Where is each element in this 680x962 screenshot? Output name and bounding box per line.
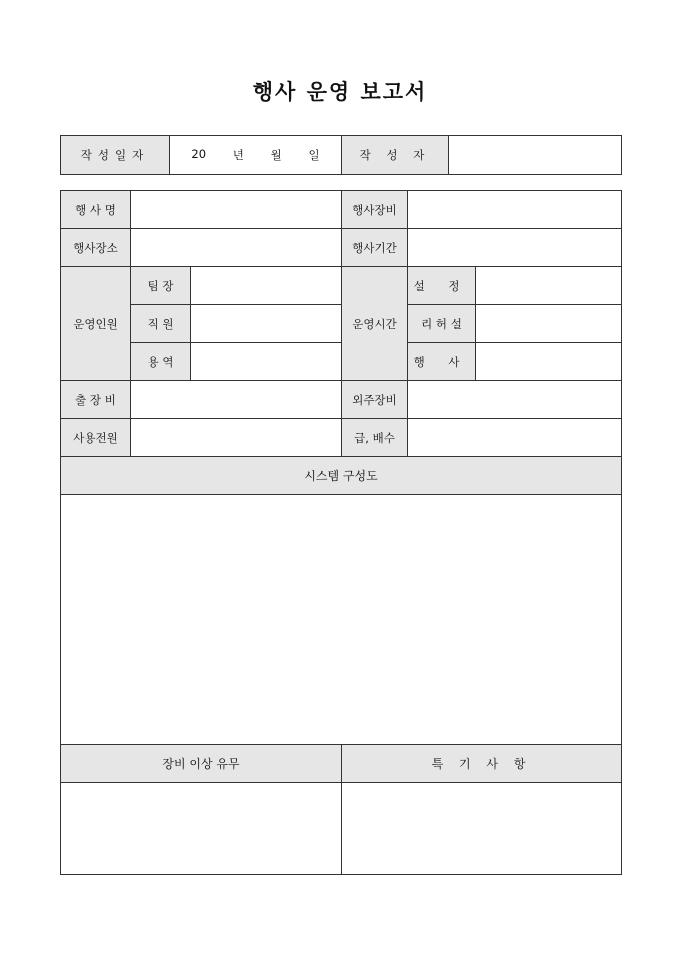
page-title: 행사 운영 보고서 (252, 79, 428, 104)
power-field[interactable] (131, 419, 342, 457)
staff-employee-field[interactable] (191, 305, 342, 343)
date-month-unit: 월 (270, 148, 282, 162)
author-label: 작 성 자 (342, 136, 449, 175)
staff-label: 운영인원 (61, 267, 131, 381)
system-diagram-area[interactable] (61, 495, 622, 745)
special-notes-area[interactable] (342, 783, 622, 875)
cable-field[interactable] (408, 419, 622, 457)
staff-leader-field[interactable] (191, 267, 342, 305)
time-event-field[interactable] (476, 343, 622, 381)
date-label: 작성일자 (61, 136, 170, 175)
period-field[interactable] (408, 229, 622, 267)
travel-label: 출 장 비 (61, 381, 131, 419)
power-label: 사용전원 (61, 419, 131, 457)
time-setup-field[interactable] (476, 267, 622, 305)
special-notes-header: 특 기 사 항 (342, 745, 622, 783)
external-equipment-field[interactable] (408, 381, 622, 419)
date-field[interactable] (170, 136, 342, 175)
travel-field[interactable] (131, 381, 342, 419)
report-form-table (60, 190, 622, 875)
equipment-issue-header: 장비 이상 유무 (61, 745, 342, 783)
period-label: 행사기간 (342, 229, 408, 267)
staff-contractor-field[interactable] (191, 343, 342, 381)
date-year: 20 (191, 147, 207, 161)
time-phase-event: 행 사 (408, 343, 476, 381)
staff-role-contractor: 용 역 (131, 343, 191, 381)
time-phase-setup: 설 정 (408, 267, 476, 305)
event-name-label: 행 사 명 (61, 191, 131, 229)
staff-role-employee: 직 원 (131, 305, 191, 343)
time-label: 운영시간 (342, 267, 408, 381)
external-equipment-label: 외주장비 (342, 381, 408, 419)
venue-label: 행사장소 (61, 229, 131, 267)
staff-role-leader: 팀 장 (131, 267, 191, 305)
author-field[interactable] (449, 136, 622, 175)
date-year-unit: 년 (232, 148, 244, 162)
system-diagram-header: 시스템 구성도 (61, 457, 622, 495)
event-name-field[interactable] (131, 191, 342, 229)
equipment-issue-area[interactable] (61, 783, 342, 875)
venue-field[interactable] (131, 229, 342, 267)
cable-label: 급, 배수 (342, 419, 408, 457)
equipment-field[interactable] (408, 191, 622, 229)
header-table (60, 135, 622, 175)
date-day-unit: 일 (308, 148, 320, 162)
time-phase-rehearsal: 리 허 설 (408, 305, 476, 343)
equipment-label: 행사장비 (342, 191, 408, 229)
time-rehearsal-field[interactable] (476, 305, 622, 343)
